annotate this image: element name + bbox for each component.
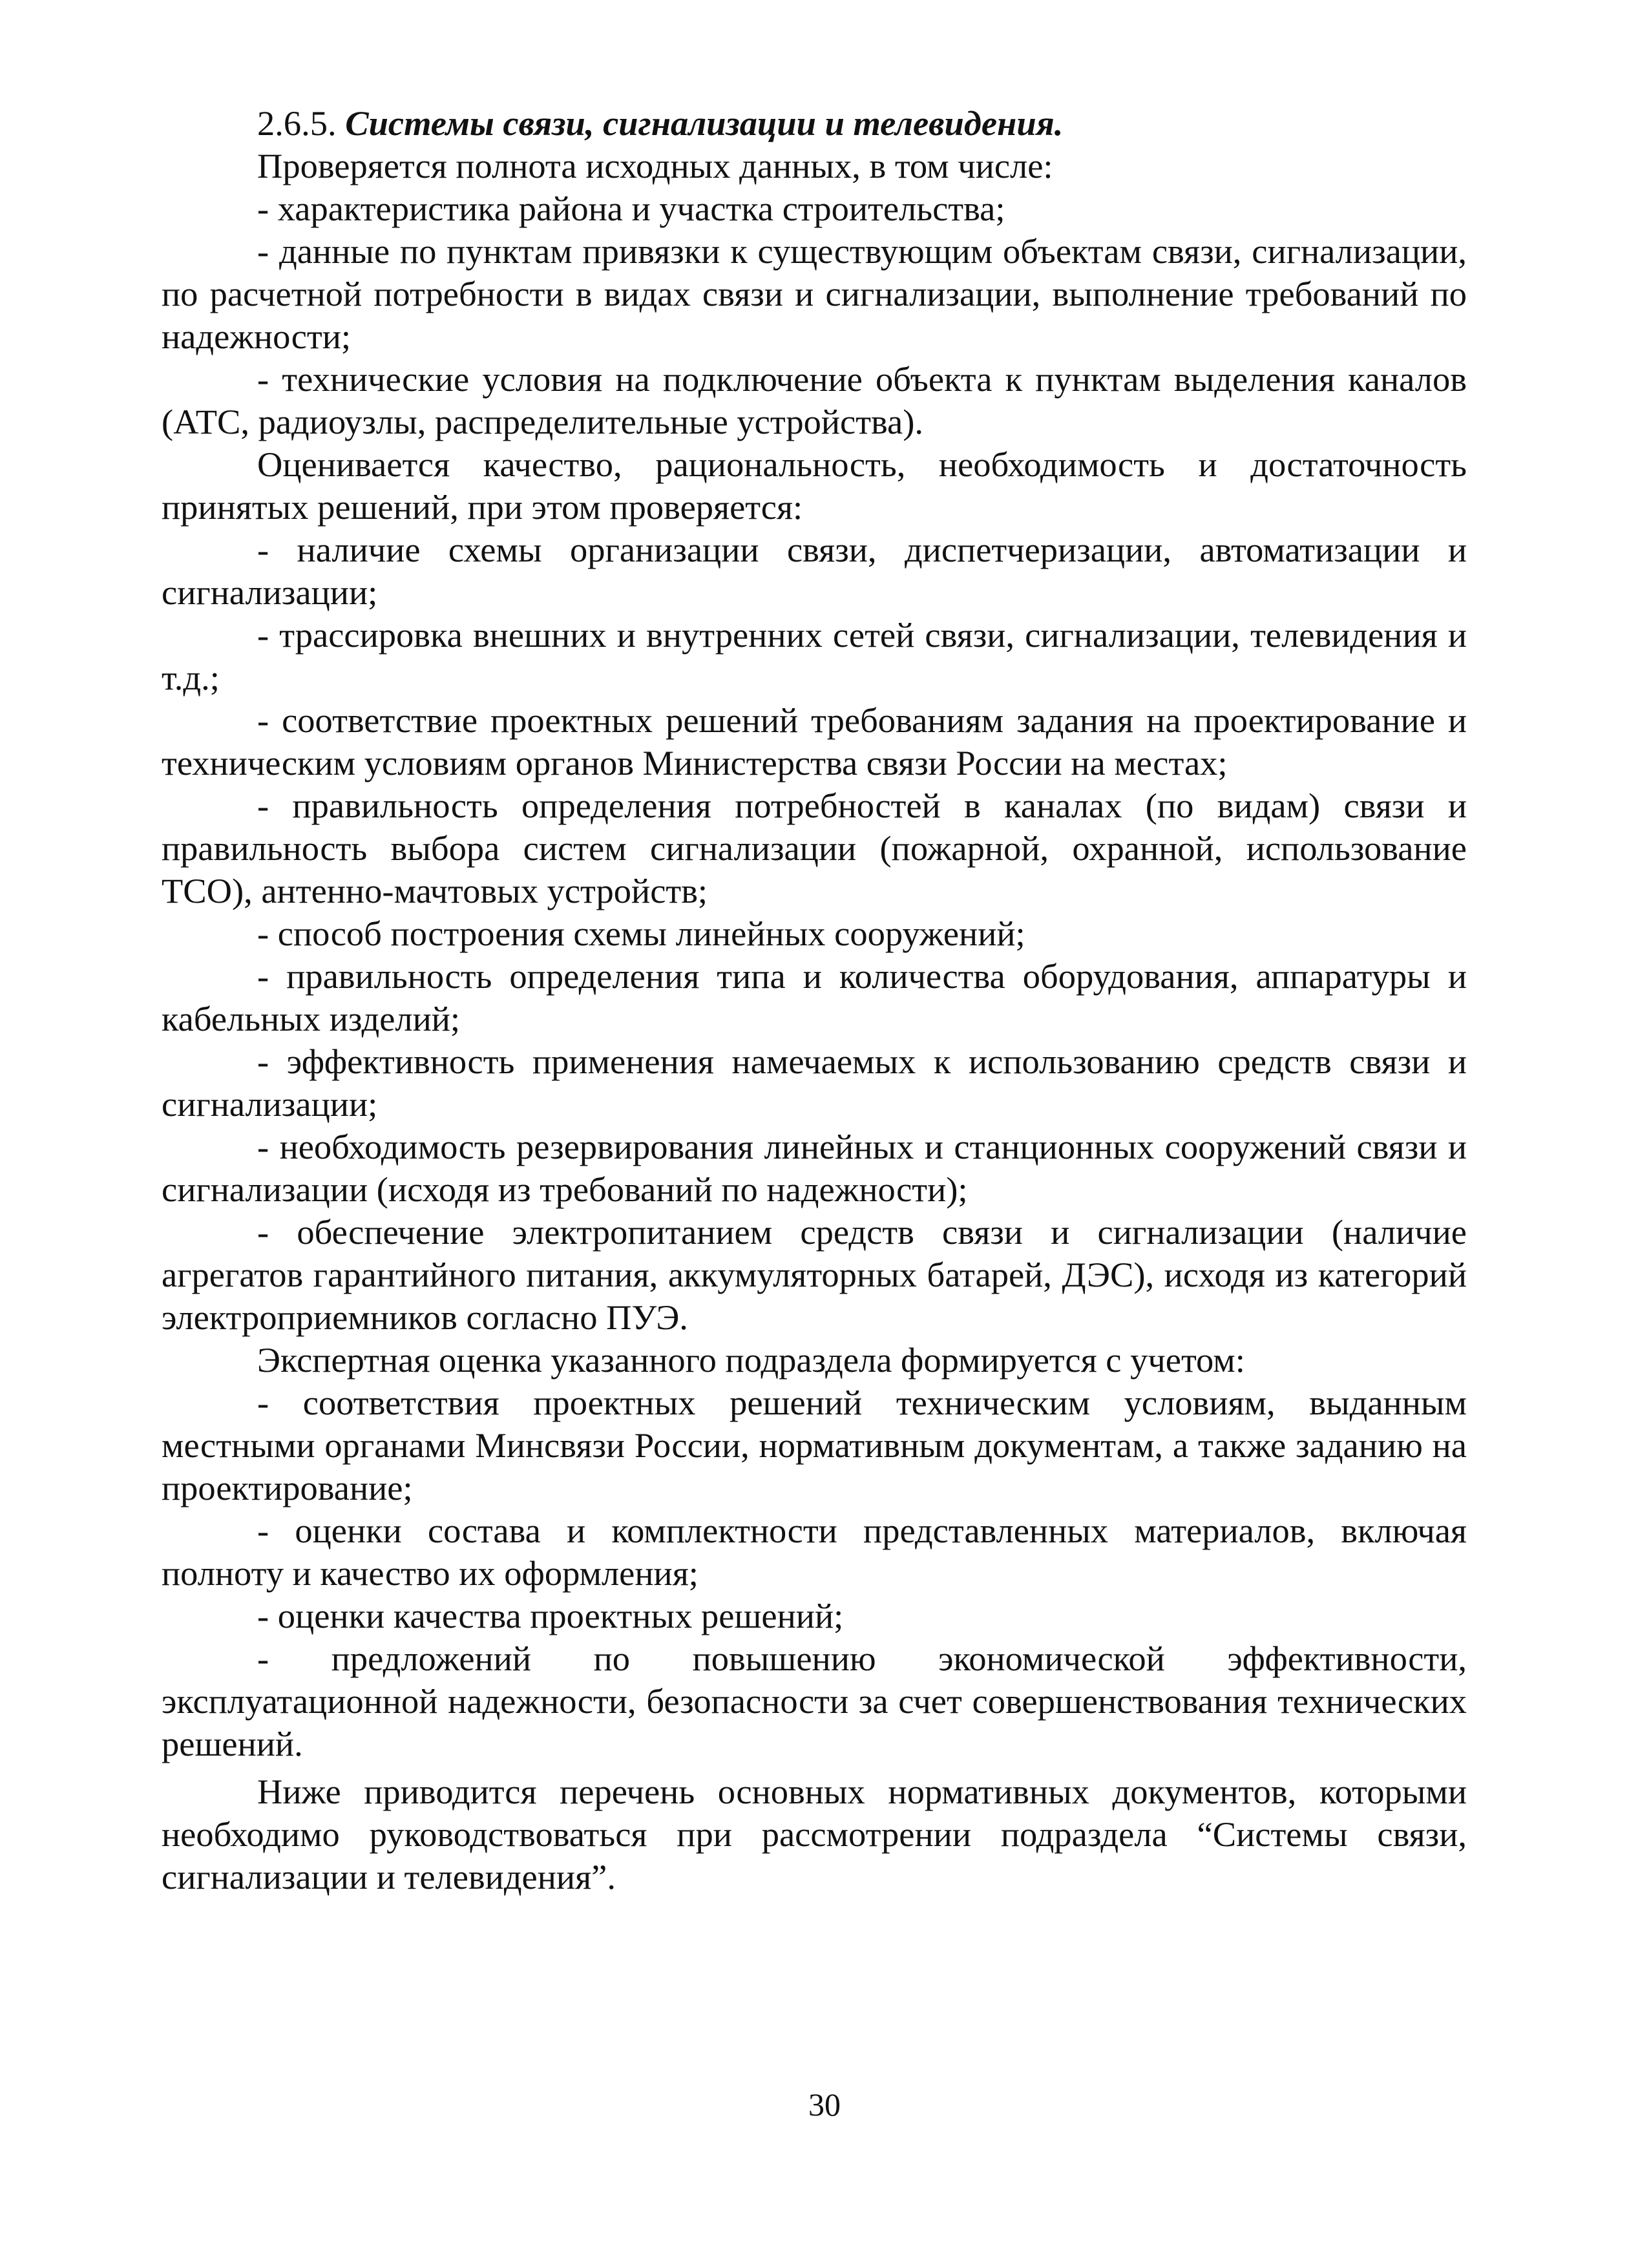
section-heading [162,102,1467,145]
list-item: - правильность определения потребностей в каналах (по видам) связи и правильность выбора систем сигнализации (пожарной, охранной, использование ТСО), антенно-мачтовых устройств; [162,786,1467,910]
list-item: - обеспечение электропитанием средств связи и сигнализации (наличие агрегатов гарантийного питания, аккумуляторных батарей, ДЭС), исходя из категорий электроприемников согласно ПУЭ. [162,1212,1467,1337]
list-item: - трассировка внешних и внутренних сетей связи, сигнализации, телевидения и т.д.; [162,615,1467,697]
paragraph-gap [162,1765,1467,1770]
paragraph: Ниже приводится перечень основных нормативных документов, которыми необходимо руководствоваться при рассмотрении подраздела “Системы связи, сигнализации и телевидения”. [162,1772,1467,1896]
section-title: Системы связи, сигнализации и телевидения. [345,103,1064,143]
list-item: - характеристика района и участка строительства; [257,189,1005,228]
page-body [162,102,1467,1898]
section-number: 2.6.5. [257,103,337,143]
list-item: - технические условия на подключение объекта к пунктам выделения каналов (АТС, радиоузлы, распределительные устройства). [162,359,1467,441]
list-item: - наличие схемы организации связи, диспетчеризации, автоматизации и сигнализации; [162,530,1467,612]
list-item: - соответствия проектных решений техническим условиям, выданным местными органами Минсвязи России, нормативным документам, а также заданию на проектирование; [162,1383,1467,1507]
list-item: - предложений по повышению экономической эффективности, эксплуатационной надежности, безопасности за счет совершенствования технических решений. [162,1639,1467,1763]
paragraph: Проверяется полнота исходных данных, в том числе: [257,146,1053,185]
list-item: - оценки качества проектных решений; [257,1596,844,1635]
paragraph: Оценивается качество, рациональность, необходимость и достаточность принятых решений, при этом проверяется: [162,445,1467,527]
list-item: - соответствие проектных решений требованиям задания на проектирование и техническим условиям органов Министерства связи России на местах; [162,700,1467,782]
list-item: - способ построения схемы линейных сооружений; [257,914,1025,953]
list-item: - правильность определения типа и количества оборудования, аппаратуры и кабельных изделий; [162,956,1467,1038]
paragraph: Экспертная оценка указанного подраздела формируется с учетом: [257,1340,1245,1380]
list-item: - эффективность применения намечаемых к использованию средств связи и сигнализации; [162,1042,1467,1124]
list-item: - оценки состава и комплектности представленных материалов, включая полноту и качество их оформления; [162,1511,1467,1593]
list-item: - необходимость резервирования линейных и станционных сооружений связи и сигнализации (исходя из требований по надежности); [162,1127,1467,1209]
page-number: 30 [808,2086,841,2123]
list-item: - данные по пунктам привязки к существующим объектам связи, сигнализации, по расчетной потребности в видах связи и сигнализации, выполнение требований по надежности; [162,231,1467,356]
